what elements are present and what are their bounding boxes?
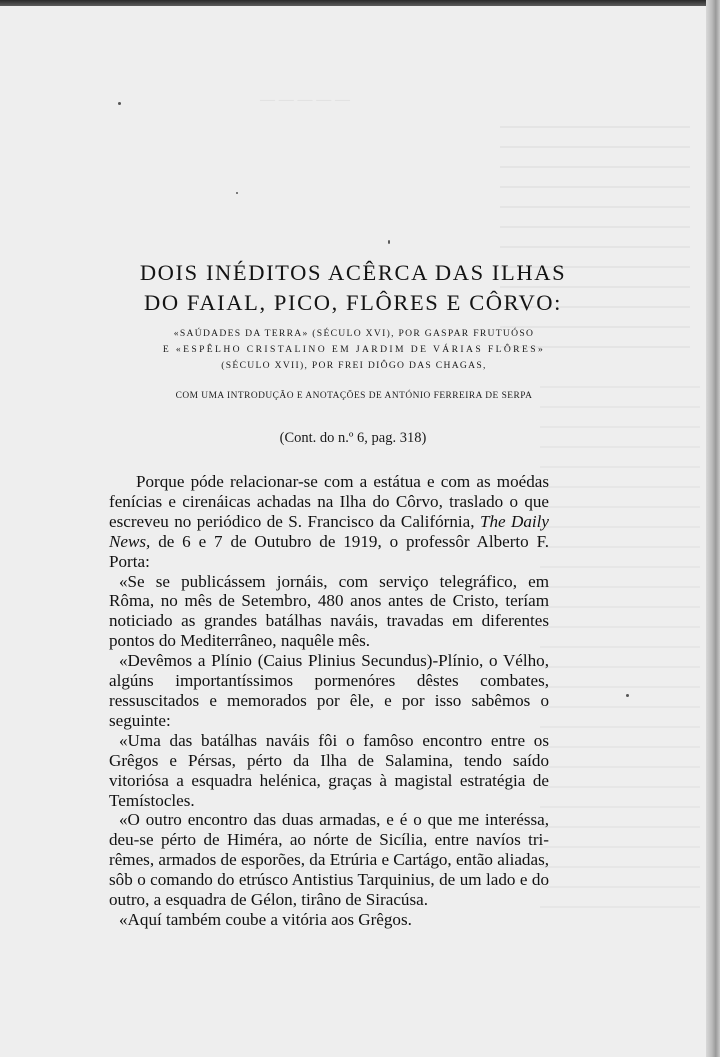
paper-speck [118,102,121,105]
continuation-note: (Cont. do n.º 6, pag. 318) [279,430,427,446]
paper-speck [626,694,629,697]
book-page [0,6,706,1057]
paragraph-plinio: «Devêmos a Plínio (Caius Plinius Secundus)-Plínio, o Vélho, algúns importantíssimos pormenóres dêstes combates, ressuscitados e memorados por êle, e por isso sabêmos o seguinte: [109,651,549,730]
subtitle-line-3: (SÉCULO XVII), POR FREI DIÔGO DAS CHAGAS, [221,360,487,371]
show-through-ghost: — — — — — [260,92,350,108]
intro-text: Porque póde relacionar-se com a estátua e com as moédas fenícias e cirenáicas achadas na Ilha do Côrvo, traslado o que escreveu no periódico de S. Francisco da Califórnia, [109,472,549,531]
paragraph-intro [109,472,549,572]
title-line-1: DOIS INÉDITOS ACÊRCA DAS ILHAS [139,260,567,285]
subtitle-line-1: «SAÚDADES DA TERRA» (SÉCULO XVI), POR GASPAR FRUTUÓSO [173,328,535,339]
introduction-credit: COM UMA INTRODUÇÃO E ANOTAÇÕES DE ANTÓNIO FERREIRA DE SERPA [175,391,533,401]
intro-text-end: de 6 e 7 de Outubro de 1919, o professôr Alberto F. Porta: [109,531,549,571]
article-title [0,258,706,318]
paragraph-victory: «Aquí também coube a vitória aos Grêgos. [119,909,412,929]
paper-speck [388,240,390,244]
title-line-2: DO FAIAL, PICO, FLÔRES E CÔRVO: [143,290,563,315]
paragraph-telegraph: «Se se publicássem jornáis, com serviço telegráfico, em Rôma, no mês de Setembro, 480 anos antes de Cristo, teríam noticiado as grandes batálhas naváis, travadas em diferentes pontos do Mediterrâneo, naquêle mês. [109,571,549,651]
newspaper-name: The Daily News, [109,511,549,551]
paragraph-salamina: «Uma das batálhas naváis fôi o famôso encontro entre os Grêgos e Pérsas, pérto da Ilha de Salamina, tendo saído vitoriósa a esquadra helénica, graças à magistal estratégia de Temístocles. [109,730,549,810]
show-through-ghost-lines-lower [540,386,700,926]
subtitle-line-2: E «ESPÊLHO CRISTALINO EM JARDIM DE VÁRIAS FLÔRES» [162,344,546,355]
article-body [109,472,549,930]
book-spine-edge [706,0,720,1057]
paper-speck [236,192,238,194]
paragraph-himera: «O outro encontro das duas armadas, e é o que me interéssa, deu-se pérto de Himéra, ao nórte de Sicília, entre navíos tri-rêmes, armados de esporões, da Etrúria e Cartágo, então aliadas, sôb o comando do etrúsco Antistius Tarquinius, de um lado e do outro, a esquadra de Gélon, tirâno de Siracúsa. [109,810,549,910]
